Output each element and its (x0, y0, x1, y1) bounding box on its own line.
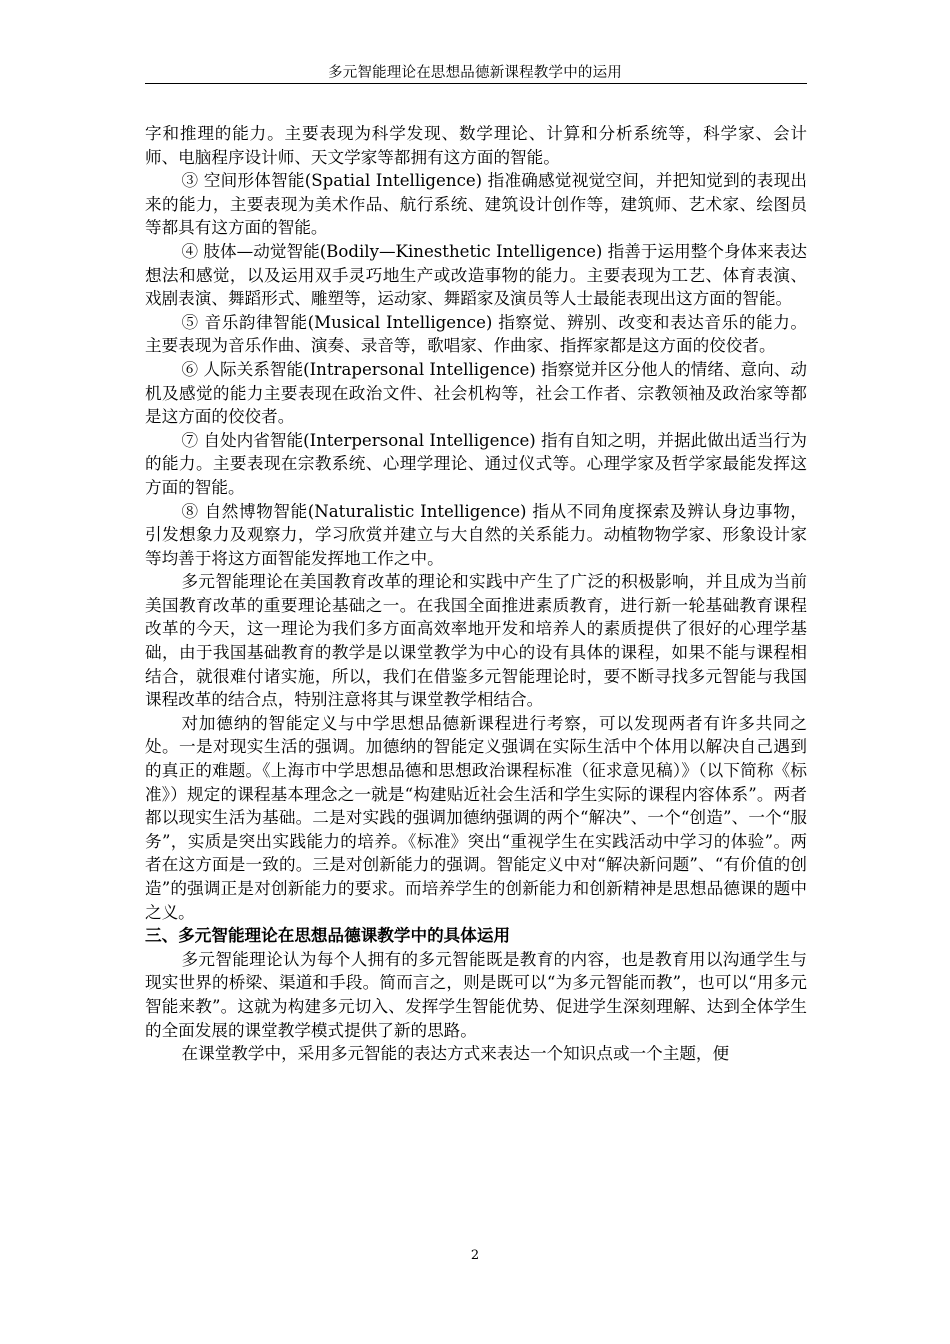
paragraph-spatial-intelligence: ③ 空间形体智能(Spatial Intelligence) 指准确感觉视觉空间，并把知觉到的表现出来的能力，主要表现为美术作品、航行系统、建筑设计创作等，建筑师、艺术家、绘图员等都具有这方面的智能。 (145, 171, 807, 238)
page-number: 2 (470, 1248, 480, 1263)
paragraph-education-reform-influence: 多元智能理论在美国教育改革的理论和实践中产生了广泛的积极影响，并且成为当前美国教育改革的重要理论基础之一。在我国全面推进素质教育，进行新一轮基础教育课程改革的今天，这一理论为我们多方面高效率地开发和培养人的素质提供了很好的心理学基础，由于我国基础教育的教学是以课堂教学为中心的设有具体的课程，如果不能与课程相结合，就很难付诸实施，所以，我们在借鉴多元智能理论时，要不断寻找多元智能与我国课程改革的结合点，特别注意将其与课堂教学相结合。 (145, 572, 807, 710)
paragraph-musical-intelligence: ⑤ 音乐韵律智能(Musical Intelligence) 指察觉、辨别、改变和表达音乐的能力。主要表现为音乐作曲、演奏、录音等，歌唱家、作曲家、指挥家都是这方面的佼佼者。 (145, 312, 807, 356)
paragraph-continued: 字和推理的能力。主要表现为科学发现、数学理论、计算和分析系统等，科学家、会计师、电脑程序设计师、天文学家等都拥有这方面的智能。 (145, 124, 807, 167)
paragraph-naturalistic-intelligence: ⑧ 自然博物智能(Naturalistic Intelligence) 指从不同角度探索及辨认身边事物，引发想象力及观察力，学习欣赏并建立与大自然的关系能力。动植物物学家、形象设计家等均善于将这方面智能发挥地工作之中。 (145, 501, 807, 568)
paragraph-interpersonal-relations-intelligence: ⑥ 人际关系智能(Intrapersonal Intelligence) 指察觉并区分他人的情绪、意向、动机及感觉的能力主要表现在政治文件、社会机构等，社会工作者、宗教领袖及政治家等都是这方面的佼佼者。 (145, 359, 807, 427)
paragraph-gardner-comparison: 对加德纳的智能定义与中学思想品德新课程进行考察，可以发现两者有许多共同之处。一是对现实生活的强调。加德纳的智能定义强调在实际生活中个体用以解决自己遇到的真正的难题。《上海市中学思想品德和思想政治课程标准（征求意见稿）》（以下简称《标准》）规定的课程基本理念之一就是“构建贴近社会生活和学生实际的课程内容体系”。两者都以现实生活为基础。二是对实践的强调加德纳强调的两个“解决”、一个“创造”、一个“服务”，实质是突出实践能力的培养。《标准》突出“重视学生在实践活动中学习的体验”。两者在这方面是一致的。三是对创新能力的强调。智能定义中对“解决新问题”、“有价值的创造”的强调正是对创新能力的要求。而培养学生的创新能力和创新精神是思想品德课的题中之义。 (145, 713, 807, 922)
paragraph-classroom-teaching: 在课堂教学中，采用多元智能的表达方式来表达一个知识点或一个主题，便 (181, 1044, 730, 1064)
paragraph-bodily-kinesthetic-intelligence: ④ 肢体—动觉智能(Bodily—Kinesthetic Intelligence) 指善于运用整个身体来表达想法和感觉，以及运用双手灵巧地生产或改造事物的能力。主要表现为工艺、体育表演、戏剧表演、舞蹈形式、雕塑等，运动家、舞蹈家及演员等人士最能表现出这方面的智能。 (145, 241, 807, 309)
paragraph-self-reflection-intelligence: ⑦ 自处内省智能(Interpersonal Intelligence) 指有自知之明，并据此做出适当行为的能力。主要表现在宗教系统、心理学理论、通过仪式等。心理学家及哲学家最能发挥这方面的智能。 (145, 430, 807, 497)
section-heading: 三、多元智能理论在思想品德课教学中的具体运用 (145, 925, 511, 946)
document-body (145, 122, 807, 1066)
running-header-title: 多元智能理论在思想品德新课程教学中的运用 (328, 65, 622, 81)
paragraph-multiple-intelligence-teaching: 多元智能理论认为每个人拥有的多元智能既是教育的内容，也是教育用以沟通学生与现实世界的桥梁、渠道和手段。简而言之，则是既可以“为多元智能而教”，也可以“用多元智能来教”。这就为构建多元切入、发挥学生智能优势、促进学生深刻理解、达到全体学生的全面发展的课堂教学模式提供了新的思路。 (145, 949, 807, 1040)
header-divider (145, 83, 807, 84)
